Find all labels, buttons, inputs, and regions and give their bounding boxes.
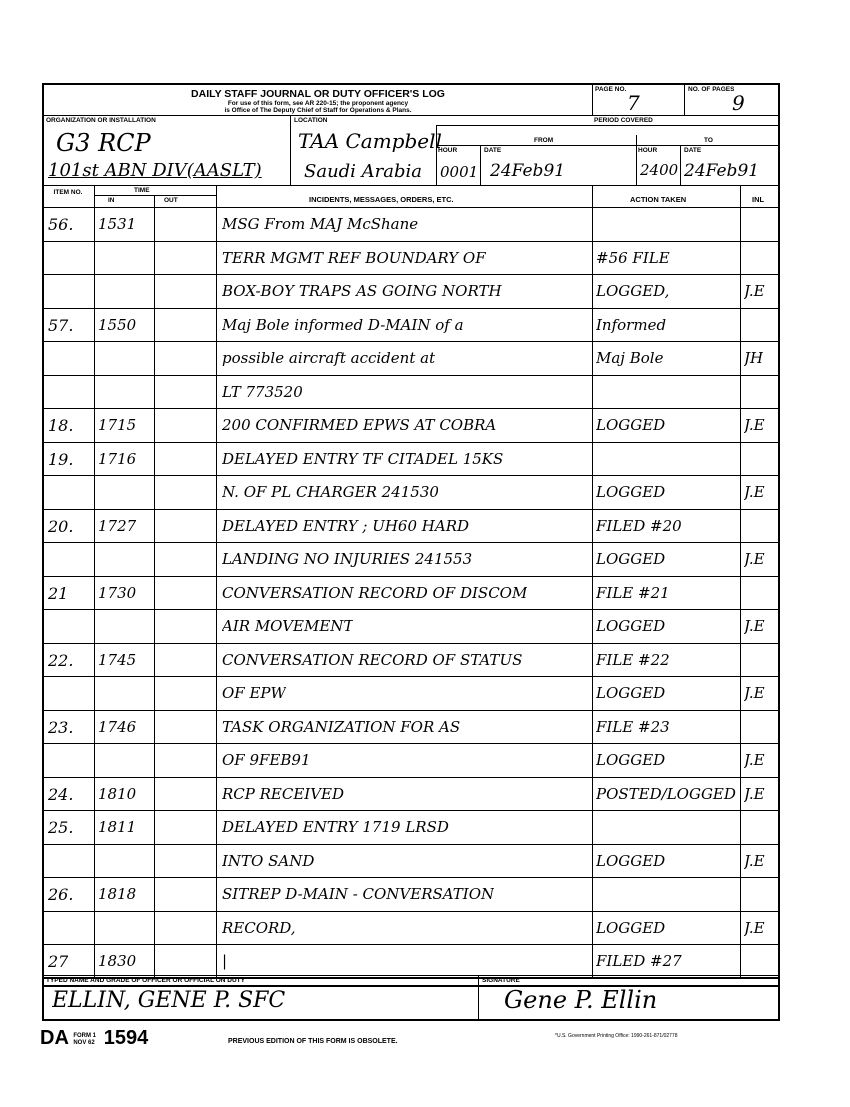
row-divider (44, 442, 780, 443)
row-action-taken: POSTED/LOGGED (596, 784, 736, 803)
row-divider (44, 308, 780, 309)
row-time-in: 1715 (98, 416, 137, 434)
action-label: ACTION TAKEN (630, 195, 687, 204)
row-incident-text: MSG From MAJ McShane (222, 215, 419, 233)
org-label: ORGANIZATION OR INSTALLATION (46, 117, 156, 124)
no-pages-label: NO. OF PAGES (688, 86, 735, 93)
form-small-label: FORM 1 NOV 62 (73, 1032, 97, 1046)
row-incident-text: BOX-BOY TRAPS AS GOING NORTH (222, 282, 502, 300)
location-line-1: TAA Campbell (298, 129, 442, 153)
row-incident-text: INTO SAND (222, 851, 315, 870)
to-date-label: DATE (684, 147, 702, 154)
row-initials: JH (744, 349, 764, 367)
from-label: FROM (534, 137, 554, 144)
row-item-no: 18. (48, 416, 74, 435)
time-in-label: IN (108, 197, 115, 204)
row-action-taken: LOGGED, (596, 282, 670, 300)
duty-log-form (42, 83, 780, 987)
row-incident-text: OF 9FEB91 (222, 751, 311, 769)
row-time-in: 1810 (98, 784, 137, 803)
row-time-in: 1830 (98, 952, 137, 970)
row-incident-text: RECORD, (222, 918, 296, 937)
row-action-taken: Informed (596, 315, 667, 334)
page-no-value: 7 (627, 91, 640, 115)
row-time-in: 1531 (98, 215, 137, 233)
row-initials: J.E (744, 550, 765, 568)
row-initials: J.E (744, 483, 765, 501)
to-label: TO (704, 137, 713, 144)
from-hour-label: HOUR (438, 147, 458, 154)
row-item-no: 57. (48, 315, 74, 335)
row-action-taken: FILE #21 (596, 583, 670, 602)
row-initials: J.E (744, 784, 765, 803)
row-time-in: 1811 (98, 818, 137, 836)
row-incident-text: DELAYED ENTRY 1719 LRSD (222, 818, 449, 836)
org-line-1: G3 RCP (56, 129, 151, 157)
row-divider (44, 743, 780, 744)
row-divider (44, 542, 780, 543)
row-divider (44, 911, 780, 912)
row-incident-text: CONVERSATION RECORD OF DISCOM (222, 583, 528, 602)
row-incident-text: OF EPW (222, 684, 286, 702)
row-incident-text: DELAYED ENTRY TF CITADEL 15KS (222, 449, 504, 468)
row-item-no: 21 (48, 583, 69, 603)
row-initials: J.E (744, 751, 765, 769)
row-divider (44, 710, 780, 711)
location-label: LOCATION (294, 117, 328, 124)
row-time-in: 1716 (98, 449, 137, 468)
time-out-label: OUT (164, 197, 178, 204)
row-item-no: 23. (48, 717, 74, 737)
row-action-taken: FILE #22 (596, 650, 670, 669)
row-time-in: 1746 (98, 717, 137, 736)
row-item-no: 22. (48, 650, 74, 670)
row-action-taken: FILE #23 (596, 717, 670, 736)
row-action-taken: FILED #20 (596, 516, 682, 535)
row-divider (44, 609, 780, 610)
row-item-no: 26. (48, 885, 74, 904)
row-time-in: 1745 (98, 650, 137, 669)
form-title-block (44, 85, 592, 115)
row-incident-text: LT 773520 (222, 382, 303, 401)
form-subtitle-2: is Office of The Deputy Chief of Staff for Operations & Plans. (224, 107, 412, 114)
row-incident-text: LANDING NO INJURIES 241553 (222, 550, 473, 568)
row-action-taken: LOGGED (596, 416, 666, 434)
row-divider (44, 643, 780, 644)
row-divider (44, 274, 780, 275)
inl-label: INL (752, 195, 765, 204)
form-subtitle-1: For use of this form, see AR 220-15; the proponent agency (227, 100, 409, 107)
row-incident-text: DELAYED ENTRY ; UH60 HARD (222, 516, 470, 535)
to-date: 24Feb91 (684, 161, 760, 181)
row-item-no: 56. (48, 215, 74, 234)
form-id (40, 1027, 148, 1050)
row-action-taken: LOGGED (596, 751, 666, 769)
row-time-in: 1730 (98, 583, 137, 602)
row-incident-text: CONVERSATION RECORD OF STATUS (222, 650, 523, 669)
row-incident-text: 200 CONFIRMED EPWS AT COBRA (222, 416, 497, 434)
page-no-label: PAGE NO. (595, 86, 627, 93)
row-item-no: 27 (48, 952, 69, 971)
row-incident-text: possible aircraft accident at (222, 349, 436, 367)
time-label: TIME (134, 187, 150, 194)
row-incident-text: AIR MOVEMENT (222, 617, 354, 635)
row-incident-text: TASK ORGANIZATION FOR AS (222, 717, 461, 736)
row-action-taken: LOGGED (596, 918, 666, 937)
row-item-no: 25. (48, 818, 74, 837)
row-item-no: 20. (48, 516, 74, 536)
row-divider (44, 509, 780, 510)
form-title: DAILY STAFF JOURNAL OR DUTY OFFICER'S LOG (191, 88, 445, 100)
row-divider (44, 408, 780, 409)
row-time-in: 1550 (98, 315, 137, 334)
item-no-label: ITEM NO. (53, 189, 83, 196)
row-incident-text: TERR MGMT REF BOUNDARY OF (222, 248, 486, 267)
row-divider (44, 375, 780, 376)
row-divider (44, 877, 780, 878)
from-hour: 0001 (440, 163, 479, 181)
row-action-taken: LOGGED (596, 617, 666, 635)
typed-name: ELLIN, GENE P. SFC (52, 988, 286, 1013)
row-item-no: 24. (48, 784, 74, 804)
to-hour: 2400 (640, 161, 679, 179)
row-divider (44, 676, 780, 677)
row-action-taken: LOGGED (596, 483, 666, 501)
row-action-taken: LOGGED (596, 851, 666, 870)
row-initials: J.E (744, 282, 765, 300)
location-line-2: Saudi Arabia (304, 161, 423, 182)
row-action-taken: Maj Bole (596, 349, 664, 367)
row-divider (44, 810, 780, 811)
row-initials: J.E (744, 416, 765, 434)
period-label: PERIOD COVERED (594, 117, 653, 124)
from-date: 24Feb91 (490, 161, 566, 181)
row-divider (44, 777, 780, 778)
row-action-taken: LOGGED (596, 550, 666, 568)
org-line-2: 101st ABN DIV(AASLT) (48, 160, 262, 181)
row-initials: J.E (744, 617, 765, 635)
row-action-taken: LOGGED (596, 684, 666, 702)
row-time-in: 1727 (98, 516, 137, 535)
row-initials: J.E (744, 851, 765, 870)
form-da-label: DA (40, 1027, 69, 1049)
signature-block (42, 975, 780, 1021)
row-divider (44, 844, 780, 845)
row-action-taken: FILED #27 (596, 952, 682, 970)
row-divider (44, 341, 780, 342)
incidents-label: INCIDENTS, MESSAGES, ORDERS, ETC. (309, 195, 454, 204)
no-pages-value: 9 (732, 91, 745, 115)
row-incident-text: Maj Bole informed D-MAIN of a (222, 315, 464, 334)
form-number: 1594 (103, 1027, 149, 1049)
row-item-no: 19. (48, 449, 74, 469)
row-time-in: 1818 (98, 885, 137, 903)
to-hour-label: HOUR (638, 147, 658, 154)
from-date-label: DATE (484, 147, 502, 154)
row-incident-text: N. OF PL CHARGER 241530 (222, 483, 439, 501)
row-divider (44, 241, 780, 242)
row-divider (44, 944, 780, 945)
row-initials: J.E (744, 918, 765, 937)
row-incident-text: | (222, 952, 228, 970)
row-incident-text: RCP RECEIVED (222, 784, 345, 803)
signature: Gene P. Ellin (504, 986, 658, 1014)
typed-name-label: TYPED NAME AND GRADE OF OFFICER OR OFFICIAL ON DUTY (46, 977, 245, 984)
row-action-taken: #56 FILE (596, 248, 670, 267)
row-initials: J.E (744, 684, 765, 702)
signature-label: SIGNATURE (482, 977, 520, 984)
previous-edition-note: PREVIOUS EDITION OF THIS FORM IS OBSOLETE. (228, 1038, 398, 1045)
row-divider (44, 576, 780, 577)
row-incident-text: SITREP D-MAIN - CONVERSATION (222, 885, 495, 903)
row-divider (44, 475, 780, 476)
printing-office-note: *U.S. Government Printing Office: 1990-261-871/02778 (555, 1033, 678, 1039)
